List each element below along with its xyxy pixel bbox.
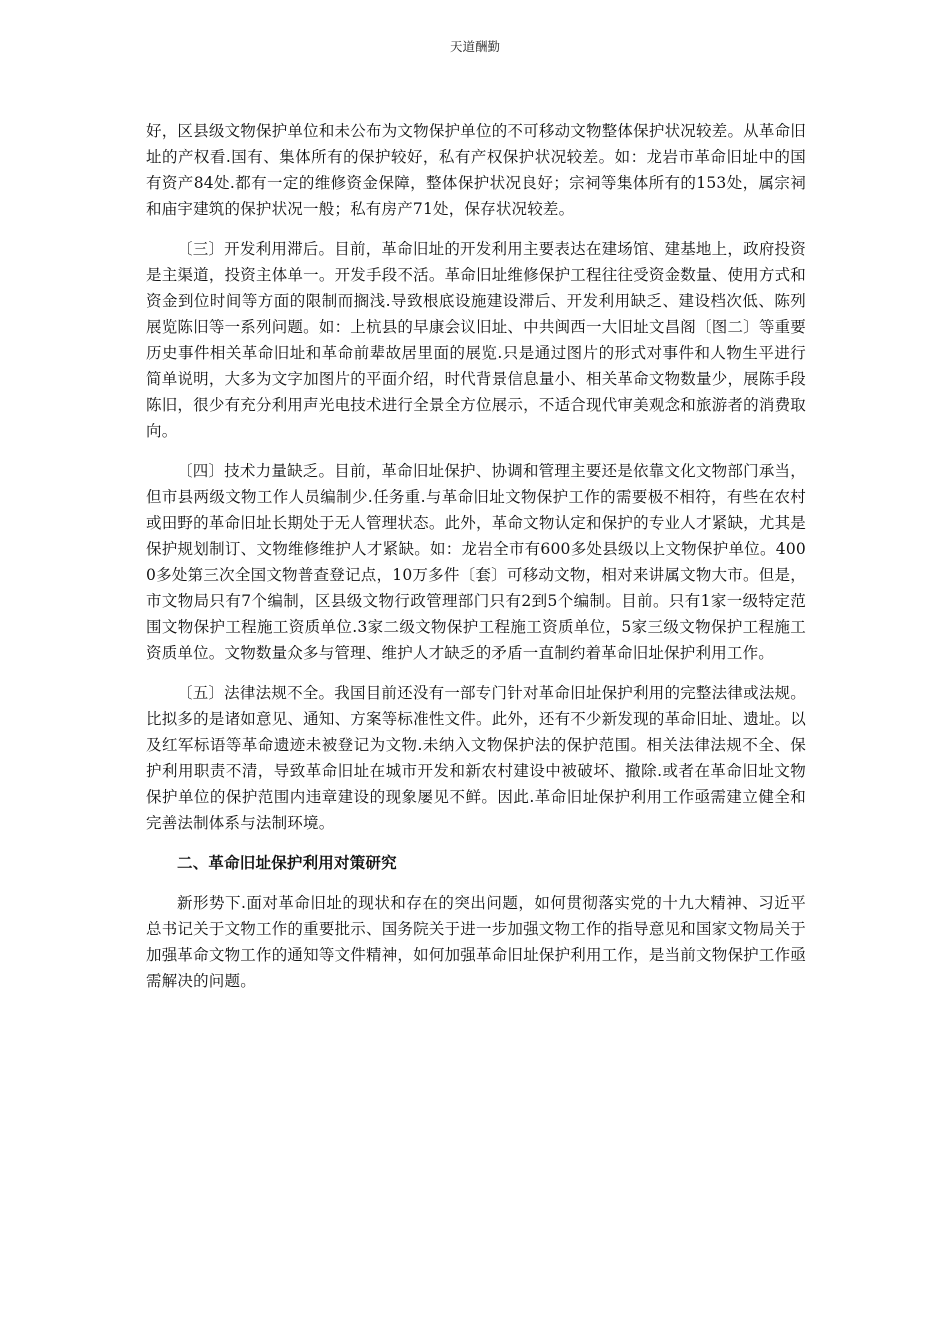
paragraph-technical-capacity: 〔四〕技术力量缺乏。目前，革命旧址保护、协调和管理主要还是依靠文化文物部门承当，但市县两级文物工作人员编制少.任务重.与革命旧址文物保护工作的需要极不相符，有些在农村或田野的革命旧址长期处于无人管理状态。此外，革命文物认定和保护的专业人才紧缺，尤其是保护规划制订、文物维修维护人才紧缺。如：龙岩全市有600多处县级以上文物保护单位。4000多处第三次全国文物普查登记点，10万多件〔套〕可移动文物，相对来讲属文物大市。但是，市文物局只有7个编制，区县级文物行政管理部门只有2到5个编制。目前。只有1家一级特定范围文物保护工程施工资质单位.3家二级文物保护工程施工资质单位，5家三级文物保护工程施工资质单位。文物数量众多与管理、维护人才缺乏的矛盾一直制约着革命旧址保护利用工作。 [146,462,806,662]
paragraph-development-utilization: 〔三〕开发利用滞后。目前，革命旧址的开发利用主要表达在建场馆、建基地上，政府投资是主渠道，投资主体单一。开发手段不活。革命旧址维修保护工程往往受资金数量、使用方式和资金到位时间等方面的限制而搁浅.导致根底设施建设滞后、开发利用缺乏、建设档次低、陈列展览陈旧等一系列问题。如：上杭县的早康会议旧址、中共闽西一大旧址文昌阁〔图二〕等重要历史事件相关革命旧址和革命前辈故居里面的展览.只是通过图片的形式对事件和人物生平进行简单说明，大多为文字加图片的平面介绍，时代背景信息量小、相关革命文物数量少，展陈手段陈旧，很少有充分利用声光电技术进行全景全方位展示，不适合现代审美观念和旅游者的消费取向。 [146,240,806,440]
page-header: 天道酬勤 [449,39,500,54]
paragraph-continuation: 好，区县级文物保护单位和未公布为文物保护单位的不可移动文物整体保护状况较差。从革命旧址的产权看.国有、集体所有的保护较好，私有产权保护状况较差。如：龙岩市革命旧址中的国有资产84处.都有一定的维修资金保障，整体保护状况良好；宗祠等集体所有的153处，属宗祠和庙宇建筑的保护状况一般；私有房产71处，保存状况较差。 [146,122,806,218]
paragraph-laws-regulations: 〔五〕法律法规不全。我国目前还没有一部专门针对革命旧址保护利用的完整法律或法规。比拟多的是诸如意见、通知、方案等标准性文件。此外，还有不少新发现的革命旧址、遗址。以及红军标语等革命遗迹未被登记为文物.未纳入文物保护法的保护范围。相关法律法规不全、保护利用职责不清，导致革命旧址在城市开发和新农村建设中被破坏、撤除.或者在革命旧址文物保护单位的保护范围内违章建设的现象屡见不鲜。因此.革命旧址保护利用工作亟需建立健全和完善法制体系与法制环境。 [146,684,806,832]
document-body [146,118,806,994]
section-heading: 二、革命旧址保护利用对策研究 [177,853,397,872]
paragraph-closing: 新形势下.面对革命旧址的现状和存在的突出问题，如何贯彻落实党的十九大精神、习近平总书记关于文物工作的重要批示、国务院关于进一步加强文物工作的指导意见和国家文物局关于加强革命文物工作的通知等文件精神，如何加强革命旧址保护利用工作，是当前文物保护工作亟需解决的问题。 [146,894,806,990]
